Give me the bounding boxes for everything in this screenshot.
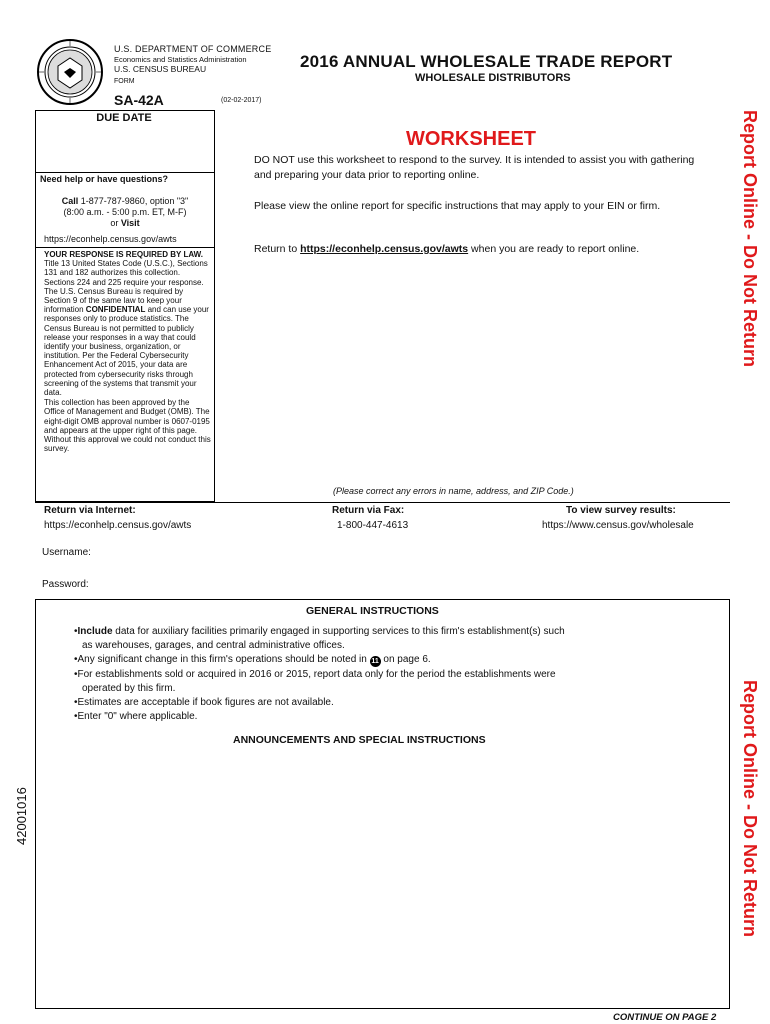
worksheet-para-2: Please view the online report for specific instructions that may apply to your EIN or firm. <box>254 200 661 212</box>
form-date: (02-02-2017) <box>221 97 262 104</box>
bullet-text: Estimates are acceptable if book figures are not available. <box>77 697 334 708</box>
administration-name: Economics and Statistics Administration <box>114 55 247 64</box>
divider <box>35 502 730 503</box>
form-number: SA-42A <box>114 92 164 108</box>
legal-text-1: Title 13 United States Code (U.S.C.), Sections 131 and 182 authorizes this collection. Sections 224 and 225 require your response. The U.S. Census Bureau is required by Section 9 of the same law to keep your information <box>44 259 208 315</box>
divider <box>35 1008 730 1009</box>
form-code: 42001016 <box>14 787 29 845</box>
item-number-badge: 11 <box>371 658 379 665</box>
para3-suffix: when you are ready to report online. <box>468 243 640 255</box>
internet-label: Return via Internet: <box>44 505 136 516</box>
list-item: •Any significant change in this firm's operations should be noted in 11 on page 6. <box>74 654 431 665</box>
bullet-text: on page 6. <box>380 654 431 665</box>
call-prefix: Call <box>61 196 79 206</box>
results-url-link[interactable]: https://www.census.gov/wholesale <box>542 520 694 531</box>
worksheet-title: WORKSHEET <box>406 128 536 150</box>
list-item: •Enter "0" where applicable. <box>74 711 198 722</box>
internet-url-link[interactable]: https://econhelp.census.gov/awts <box>44 520 192 531</box>
username-label: Username: <box>42 547 91 558</box>
or-text: or <box>110 218 121 228</box>
legal-notice <box>44 250 211 453</box>
side-banner-bottom: Report Online - Do Not Return <box>740 680 760 937</box>
worksheet-para-1: DO NOT use this worksheet to respond to the survey. It is intended to assist you with gathering and preparing your data prior to reporting online. <box>254 154 695 181</box>
list-item-cont: as warehouses, garages, and central administrative offices. <box>82 640 345 651</box>
divider <box>35 247 215 248</box>
fax-number: 1-800-447-4613 <box>337 520 409 531</box>
call-info <box>40 196 210 218</box>
call-hours: (8:00 a.m. - 5:00 p.m. ET, M-F) <box>63 207 187 217</box>
correction-note: (Please correct any errors in name, address, and ZIP Code.) <box>333 486 574 496</box>
continue-note: CONTINUE ON PAGE 2 <box>613 1012 717 1023</box>
password-label: Password: <box>42 579 89 590</box>
help-heading: Need help or have questions? <box>40 174 169 184</box>
frame-left <box>35 599 36 1009</box>
bullet-text: For establishments sold or acquired in 2016 or 2015, report data only for the period the establishments were <box>77 669 556 680</box>
census-seal-logo <box>36 38 104 106</box>
report-subtitle: WHOLESALE DISTRIBUTORS <box>415 72 571 84</box>
list-item: •For establishments sold or acquired in 2016 or 2015, report data only for the period the establishments were <box>74 669 556 680</box>
bureau-name: U.S. CENSUS BUREAU <box>114 64 207 74</box>
legal-confidential: CONFIDENTIAL <box>85 305 146 315</box>
list-item: •Include data for auxiliary facilities primarily engaged in supporting services to this firm's establishment(s) such <box>74 626 565 637</box>
divider <box>35 172 215 173</box>
side-banner-top: Report Online - Do Not Return <box>740 110 760 367</box>
visit-text: Visit <box>120 218 140 228</box>
omb-notice: This collection has been approved by the Office of Management and Budget (OMB). The eight-digit OMB approval number is 0607-0195 and appears at the upper right of this page. Without this approval we could not conduct this survey. <box>44 398 211 454</box>
visit-info <box>40 218 210 228</box>
form-label: FORM <box>114 78 135 85</box>
fax-label: Return via Fax: <box>332 505 405 516</box>
help-url-link[interactable]: https://econhelp.census.gov/awts <box>44 234 177 244</box>
bullet-text: Enter "0" where applicable. <box>77 711 198 722</box>
general-instructions-title: GENERAL INSTRUCTIONS <box>306 605 439 617</box>
announcements-title: ANNOUNCEMENTS AND SPECIAL INSTRUCTIONS <box>233 734 486 746</box>
results-label: To view survey results: <box>566 505 676 516</box>
legal-heading: YOUR RESPONSE IS REQUIRED BY LAW. <box>44 250 203 259</box>
report-title: 2016 ANNUAL WHOLESALE TRADE REPORT <box>300 52 673 71</box>
list-item-cont: operated by this firm. <box>82 683 176 694</box>
instructions-list <box>74 625 714 724</box>
department-name: U.S. DEPARTMENT OF COMMERCE <box>114 44 272 54</box>
worksheet-para-3 <box>254 242 704 257</box>
list-item: •Estimates are acceptable if book figures are not available. <box>74 697 334 708</box>
para3-prefix: Return to <box>254 243 301 255</box>
call-number: 1-877-787-9860, option "3" <box>78 196 189 206</box>
frame-right <box>729 599 730 1009</box>
due-date-label: DUE DATE <box>96 112 152 124</box>
divider <box>35 599 730 600</box>
bullet-text: Any significant change in this firm's operations should be noted in <box>77 654 370 665</box>
include-bold: Include <box>77 626 113 637</box>
return-url-link[interactable]: https://econhelp.census.gov/awts <box>300 243 469 255</box>
legal-text-2: and can use your responses only to produce statistics. The Census Bureau is not permitted to publicly release your responses in a way that could identify your business, organization, or institution. Per the Federal Cybersecurity Enhancement Act of 2015, your data are protected from cybersecurity risks through screening of the systems that transmit your data. <box>44 305 209 398</box>
bullet-text: data for auxiliary facilities primarily engaged in supporting services to this firm's establishment(s) such <box>112 626 565 637</box>
